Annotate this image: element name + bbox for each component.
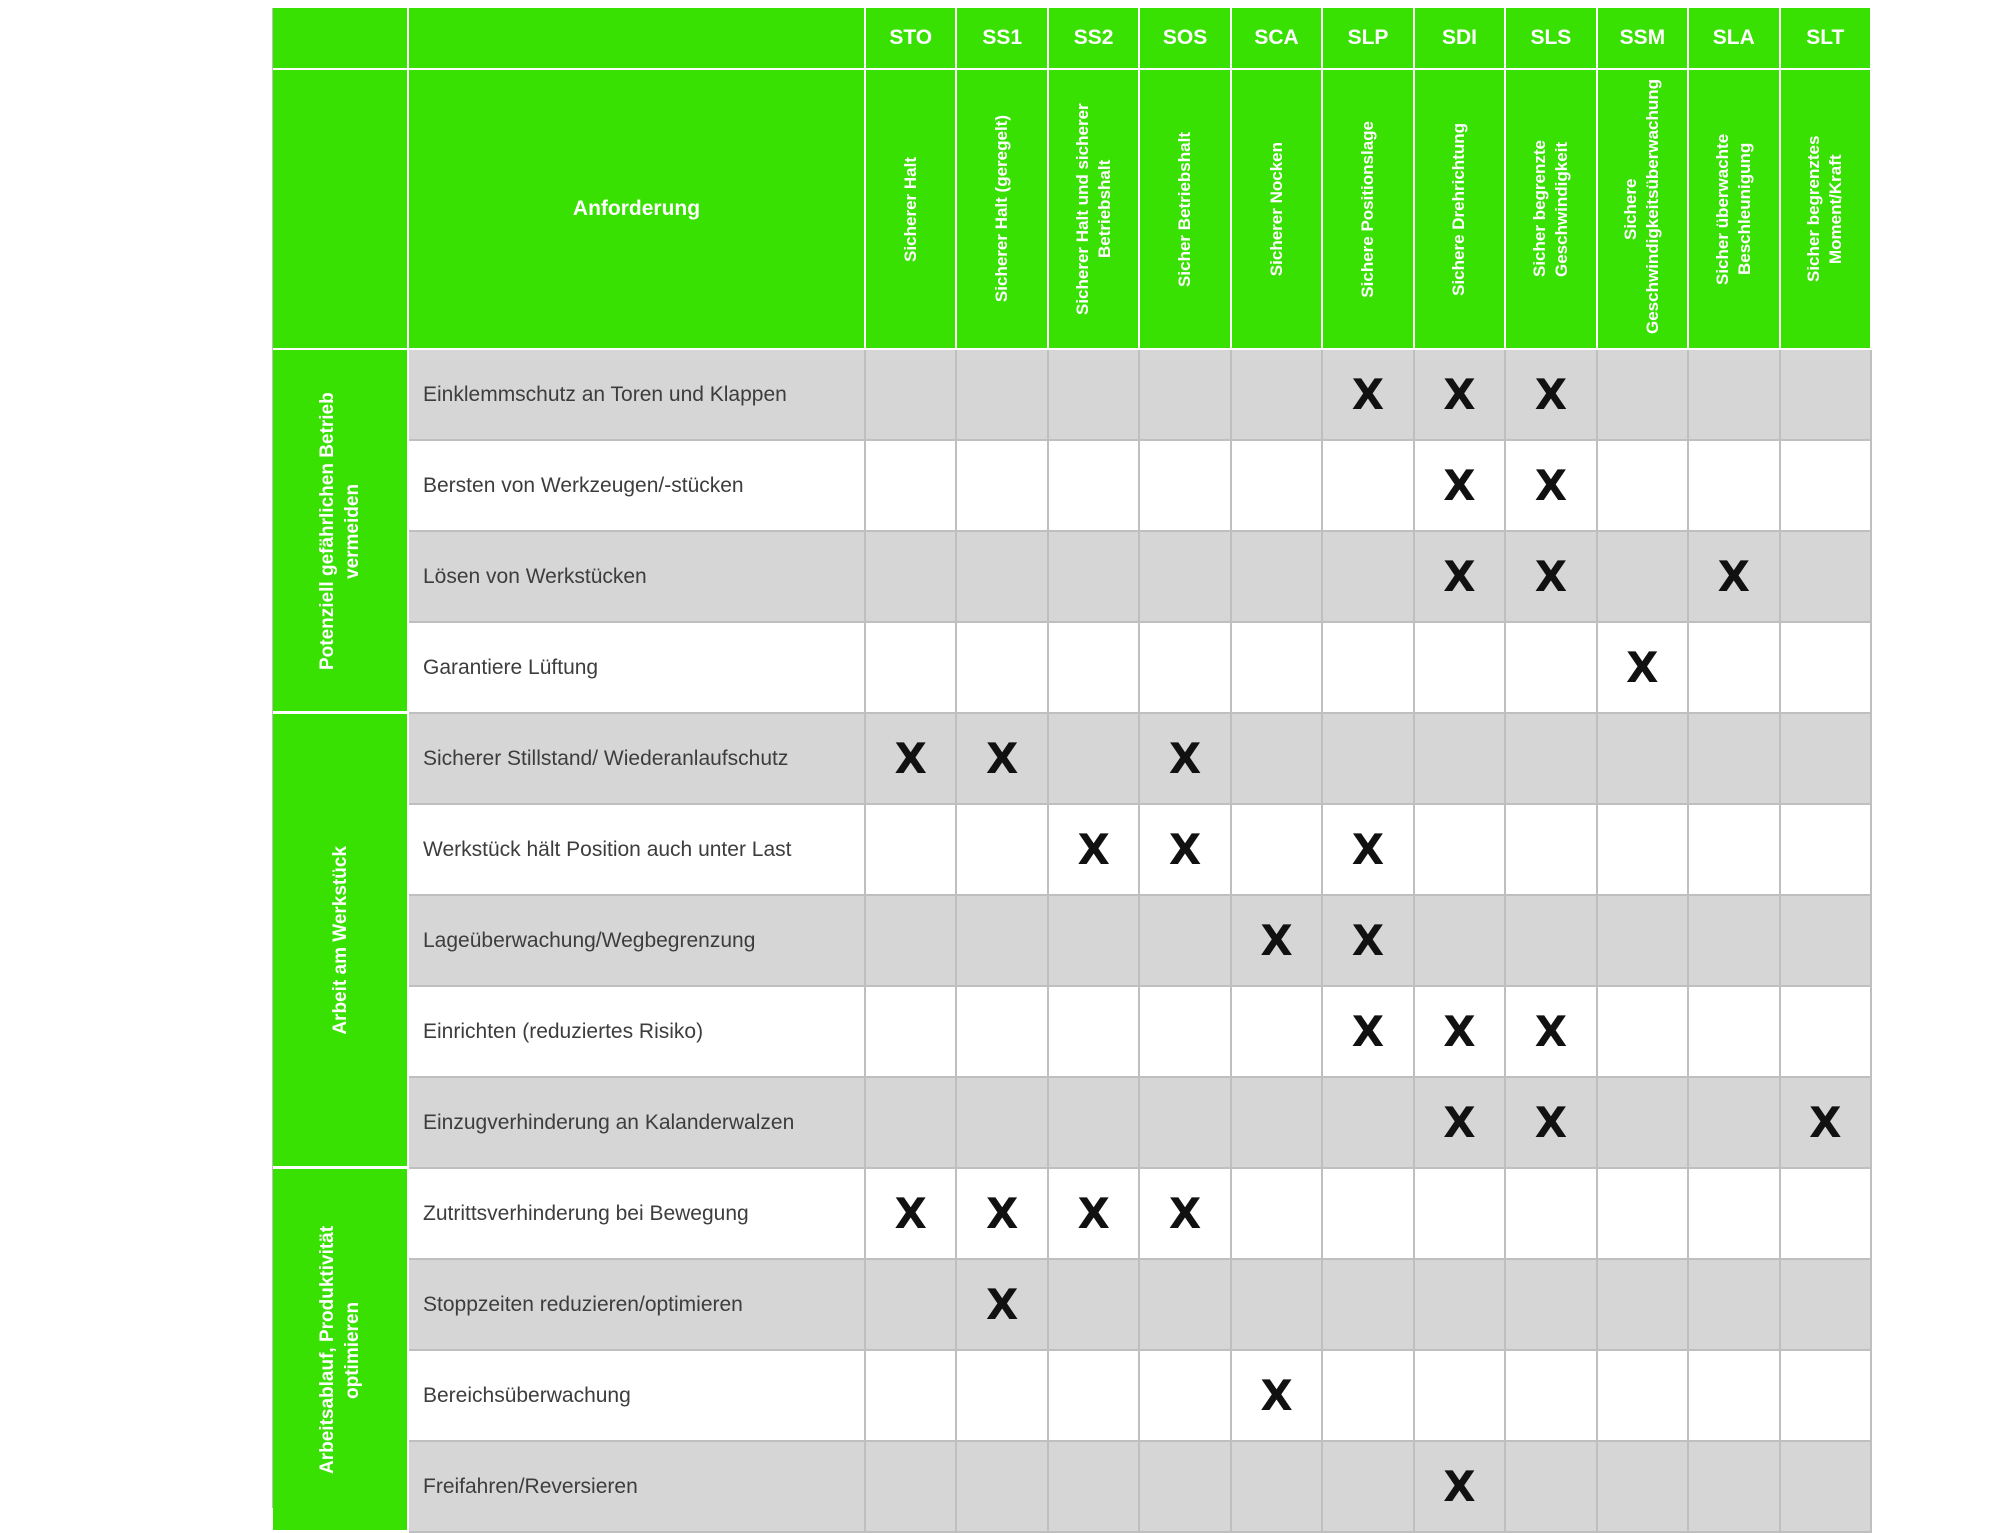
matrix-cell — [1598, 441, 1689, 532]
matrix-cell — [1049, 1351, 1140, 1442]
matrix-cell — [1232, 1351, 1323, 1442]
matrix-cell — [1689, 896, 1780, 987]
matrix-cell — [1689, 805, 1780, 896]
matrix-cell — [1506, 896, 1597, 987]
column-label-text: Sicher begrenzte Geschwindigkeit — [1529, 140, 1571, 278]
matrix-cell — [1598, 1260, 1689, 1351]
matrix-cell — [1506, 623, 1597, 714]
column-code-sos — [1140, 8, 1231, 70]
matrix-cell — [1506, 1169, 1597, 1260]
matrix-cell — [1415, 805, 1506, 896]
matrix-cell — [1598, 1078, 1689, 1169]
mark-x: X — [894, 1188, 927, 1238]
matrix-cell — [866, 714, 957, 805]
column-label-sla — [1689, 70, 1780, 350]
column-code-text: SS1 — [982, 26, 1023, 49]
matrix-cell — [957, 1169, 1048, 1260]
mark-x: X — [1260, 915, 1293, 965]
requirement-text: Lösen von Werkstücken — [423, 564, 647, 588]
matrix-cell — [1232, 896, 1323, 987]
mark-x: X — [1534, 1006, 1568, 1056]
group-label-text: Potenziell gefährlichen Betrieb vermeiden — [317, 391, 363, 670]
matrix-cell — [1506, 441, 1597, 532]
matrix-cell — [1506, 532, 1597, 623]
matrix-cell — [1323, 987, 1414, 1078]
matrix-cell — [1689, 623, 1780, 714]
column-label-text: Sicher begrenztes Moment/Kraft — [1804, 135, 1846, 283]
column-label-text: Sichere Positionslage — [1357, 120, 1377, 298]
column-code-slt — [1781, 8, 1872, 70]
matrix-cell — [957, 1351, 1048, 1442]
matrix-cell — [1598, 532, 1689, 623]
column-code-slp — [1323, 8, 1414, 70]
column-code-text: SCA — [1254, 26, 1299, 49]
matrix-cell — [1415, 532, 1506, 623]
matrix-cell — [1689, 987, 1780, 1078]
requirement-row-label — [409, 532, 866, 623]
matrix-cell — [1323, 805, 1414, 896]
matrix-cell — [866, 896, 957, 987]
mark-x: X — [1443, 369, 1476, 419]
matrix-cell — [1598, 350, 1689, 441]
matrix-cell — [1232, 1260, 1323, 1351]
matrix-cell — [1140, 441, 1231, 532]
mark-x: X — [985, 1188, 1019, 1238]
matrix-cell — [1781, 896, 1872, 987]
matrix-cell — [1140, 714, 1231, 805]
matrix-cell — [1323, 1351, 1414, 1442]
column-label-sos — [1140, 70, 1231, 350]
matrix-cell — [1140, 1169, 1231, 1260]
matrix-cell — [1232, 1078, 1323, 1169]
matrix-cell — [1506, 714, 1597, 805]
matrix-cell — [1689, 714, 1780, 805]
matrix-cell — [1140, 1260, 1231, 1351]
requirement-row-label — [409, 987, 866, 1078]
header-corner — [409, 8, 866, 70]
matrix-cell — [1781, 1351, 1872, 1442]
matrix-cell — [1415, 896, 1506, 987]
column-code-ss2 — [1049, 8, 1140, 70]
column-code-sls — [1506, 8, 1597, 70]
column-label-sca — [1232, 70, 1323, 350]
matrix-cell — [1598, 1442, 1689, 1533]
group-label-text: Arbeitsablauf, Produktivität optimieren — [317, 1225, 363, 1474]
matrix-cell — [866, 1169, 957, 1260]
requirement-text: Einklemmschutz an Toren und Klappen — [423, 382, 787, 406]
matrix-cell — [1598, 987, 1689, 1078]
mark-x: X — [985, 1279, 1019, 1329]
mark-x: X — [894, 733, 927, 783]
matrix-cell — [1781, 1078, 1872, 1169]
group-label-3 — [273, 1169, 409, 1533]
matrix-cell — [866, 1351, 957, 1442]
column-code-ss1 — [957, 8, 1048, 70]
matrix-cell — [1689, 1078, 1780, 1169]
matrix-cell — [1049, 714, 1140, 805]
column-label-sto — [866, 70, 957, 350]
matrix-cell — [1140, 350, 1231, 441]
mark-x: X — [1260, 1370, 1293, 1420]
mark-x: X — [1717, 551, 1750, 601]
mark-x: X — [1168, 1188, 1202, 1238]
matrix-cell — [1506, 1442, 1597, 1533]
requirement-row-label — [409, 623, 866, 714]
matrix-cell — [957, 1260, 1048, 1351]
requirement-row-label — [409, 1351, 866, 1442]
matrix-cell — [957, 896, 1048, 987]
mark-x: X — [1534, 460, 1568, 510]
matrix-cell — [1689, 350, 1780, 441]
column-code-text: SLT — [1806, 26, 1845, 49]
matrix-cell — [1781, 1169, 1872, 1260]
matrix-cell — [1415, 1260, 1506, 1351]
column-label-text: Sicher Betriebshalt — [1175, 131, 1195, 287]
matrix-cell — [1506, 987, 1597, 1078]
matrix-cell — [1506, 350, 1597, 441]
matrix-cell — [866, 1078, 957, 1169]
column-code-text: STO — [889, 26, 933, 49]
matrix-cell — [1140, 1078, 1231, 1169]
matrix-cell — [1049, 987, 1140, 1078]
matrix-cell — [1140, 805, 1231, 896]
matrix-cell — [1781, 714, 1872, 805]
matrix-cell — [1049, 805, 1140, 896]
mark-x: X — [1351, 369, 1385, 419]
matrix-cell — [1140, 896, 1231, 987]
matrix-cell — [1323, 896, 1414, 987]
matrix-cell — [1415, 1078, 1506, 1169]
matrix-cell — [866, 441, 957, 532]
matrix-cell — [1506, 1351, 1597, 1442]
mark-x: X — [1534, 1097, 1568, 1147]
requirement-row-label — [409, 805, 866, 896]
mark-x: X — [1626, 642, 1659, 692]
matrix-cell — [866, 623, 957, 714]
mark-x: X — [1351, 824, 1385, 874]
column-label-ssm — [1598, 70, 1689, 350]
column-label-text: Sicher überwachte Beschleunigung — [1712, 133, 1754, 285]
matrix-cell — [1781, 987, 1872, 1078]
matrix-cell — [1415, 441, 1506, 532]
matrix-cell — [1049, 350, 1140, 441]
requirement-text: Zutrittsverhinderung bei Bewegung — [423, 1201, 749, 1225]
requirement-text: Stoppzeiten reduzieren/optimieren — [423, 1292, 743, 1316]
requirement-text: Sicherer Stillstand/ Wiederanlaufschutz — [423, 746, 789, 770]
matrix-cell — [866, 1260, 957, 1351]
matrix-cell — [957, 532, 1048, 623]
requirement-text: Bersten von Werkzeugen/-stücken — [423, 473, 744, 497]
column-code-text: SLA — [1712, 26, 1755, 49]
requirement-row-label — [409, 350, 866, 441]
matrix-cell — [1323, 1078, 1414, 1169]
column-label-sls — [1506, 70, 1597, 350]
matrix-cell — [1049, 441, 1140, 532]
matrix-cell — [1232, 1169, 1323, 1260]
mark-x: X — [1443, 1006, 1476, 1056]
matrix-cell — [1506, 1078, 1597, 1169]
requirement-row-label — [409, 714, 866, 805]
header-corner — [273, 70, 409, 350]
matrix-cell — [1415, 623, 1506, 714]
matrix-cell — [1506, 1260, 1597, 1351]
column-code-text: SS2 — [1073, 26, 1114, 49]
matrix-cell — [1232, 623, 1323, 714]
matrix-cell — [1415, 987, 1506, 1078]
matrix-cell — [1323, 441, 1414, 532]
group-label-2 — [273, 714, 409, 1169]
matrix-cell — [1781, 623, 1872, 714]
matrix-cell — [1781, 1442, 1872, 1533]
requirement-row-label — [409, 441, 866, 532]
requirement-text: Garantiere Lüftung — [423, 655, 599, 679]
matrix-cell — [957, 805, 1048, 896]
matrix-cell — [1049, 1260, 1140, 1351]
column-label-text: Sicherer Halt — [900, 156, 920, 262]
column-code-text: SOS — [1162, 26, 1208, 49]
mark-x: X — [1077, 824, 1110, 874]
matrix-cell — [957, 350, 1048, 441]
matrix-cell — [1689, 1169, 1780, 1260]
requirement-row-label — [409, 896, 866, 987]
column-label-slp — [1323, 70, 1414, 350]
column-code-text: SLS — [1530, 26, 1572, 49]
requirement-header-text: Anforderung — [572, 197, 701, 220]
matrix-cell — [866, 987, 957, 1078]
mark-x: X — [1077, 1188, 1110, 1238]
mark-x: X — [1168, 824, 1202, 874]
matrix-cell — [957, 1442, 1048, 1533]
matrix-cell — [1323, 532, 1414, 623]
mark-x: X — [1534, 369, 1568, 419]
matrix-cell — [1689, 441, 1780, 532]
matrix-cell — [1232, 350, 1323, 441]
matrix-cell — [1415, 350, 1506, 441]
matrix-cell — [1323, 714, 1414, 805]
matrix-cell — [1323, 350, 1414, 441]
matrix-cell — [1323, 1442, 1414, 1533]
requirement-text: Freifahren/Reversieren — [423, 1474, 638, 1498]
group-label-text: Arbeit am Werkstück — [329, 845, 351, 1035]
column-code-text: SSM — [1619, 26, 1666, 49]
matrix-cell — [1140, 1442, 1231, 1533]
matrix-cell — [1689, 1442, 1780, 1533]
matrix-cell — [957, 441, 1048, 532]
requirement-header — [409, 70, 866, 350]
mark-x: X — [1443, 460, 1476, 510]
column-label-text: Sichere Drehrichtung — [1449, 122, 1469, 296]
matrix-cell — [1232, 987, 1323, 1078]
requirement-row-label — [409, 1078, 866, 1169]
mark-x: X — [1351, 915, 1385, 965]
column-label-text: Sicherer Halt und sicherer Betriebshalt — [1072, 103, 1114, 315]
matrix-cell — [957, 1078, 1048, 1169]
requirement-text: Bereichsüberwachung — [423, 1383, 631, 1407]
matrix-cell — [1140, 623, 1231, 714]
matrix-cell — [1232, 1442, 1323, 1533]
matrix-cell — [1415, 1169, 1506, 1260]
matrix-cell — [1049, 623, 1140, 714]
matrix-cell — [866, 1442, 957, 1533]
mark-x: X — [1809, 1097, 1842, 1147]
matrix-cell — [1689, 1260, 1780, 1351]
matrix-cell — [1689, 1351, 1780, 1442]
column-label-slt — [1781, 70, 1872, 350]
requirement-row-label — [409, 1442, 866, 1533]
column-label-text: Sicherer Nocken — [1266, 141, 1286, 277]
matrix-cell — [1049, 1078, 1140, 1169]
matrix-cell — [1049, 896, 1140, 987]
matrix-cell — [1323, 1169, 1414, 1260]
matrix-cell — [866, 805, 957, 896]
matrix-cell — [1506, 805, 1597, 896]
requirement-row-label — [409, 1169, 866, 1260]
column-label-sdi — [1415, 70, 1506, 350]
matrix-cell — [957, 987, 1048, 1078]
matrix-cell — [1598, 1169, 1689, 1260]
matrix-cell — [1598, 1351, 1689, 1442]
matrix-cell — [1781, 441, 1872, 532]
column-code-text: SDI — [1441, 26, 1477, 49]
matrix-cell — [1232, 714, 1323, 805]
matrix-cell — [1140, 1351, 1231, 1442]
matrix-cell — [1415, 1442, 1506, 1533]
matrix-cell — [1781, 532, 1872, 623]
group-label-1 — [273, 350, 409, 714]
matrix-cell — [1598, 896, 1689, 987]
column-label-ss1 — [957, 70, 1048, 350]
matrix-cell — [1049, 1169, 1140, 1260]
matrix-cell — [866, 532, 957, 623]
matrix-cell — [1781, 350, 1872, 441]
matrix-cell — [1049, 532, 1140, 623]
column-label-text: Sichere Geschwindigkeitsüberwachung — [1621, 78, 1663, 334]
safety-function-matrix — [272, 8, 1871, 1511]
column-label-ss2 — [1049, 70, 1140, 350]
mark-x: X — [1168, 733, 1202, 783]
column-code-text: SLP — [1347, 26, 1389, 49]
matrix-cell — [1049, 1442, 1140, 1533]
requirement-text: Lageüberwachung/Wegbegrenzung — [423, 928, 756, 952]
mark-x: X — [1351, 1006, 1385, 1056]
column-code-sla — [1689, 8, 1780, 70]
matrix-cell — [957, 623, 1048, 714]
mark-x: X — [1443, 1097, 1476, 1147]
matrix-cell — [866, 350, 957, 441]
requirement-text: Einrichten (reduziertes Risiko) — [423, 1019, 704, 1043]
matrix-cell — [1232, 805, 1323, 896]
matrix-cell — [1140, 532, 1231, 623]
column-code-ssm — [1598, 8, 1689, 70]
column-code-sca — [1232, 8, 1323, 70]
matrix-cell — [1323, 623, 1414, 714]
column-code-sto — [866, 8, 957, 70]
column-label-text: Sicherer Halt (geregelt) — [992, 115, 1012, 303]
mark-x: X — [985, 733, 1019, 783]
matrix-cell — [1781, 805, 1872, 896]
matrix-cell — [1323, 1260, 1414, 1351]
mark-x: X — [1534, 551, 1568, 601]
matrix-cell — [1598, 714, 1689, 805]
matrix-cell — [1598, 805, 1689, 896]
matrix-cell — [1781, 1260, 1872, 1351]
matrix-cell — [957, 714, 1048, 805]
requirement-text: Werkstück hält Position auch unter Last — [423, 837, 792, 861]
matrix-cell — [1232, 441, 1323, 532]
header-corner — [273, 8, 409, 70]
column-code-sdi — [1415, 8, 1506, 70]
matrix-cell — [1415, 714, 1506, 805]
requirement-row-label — [409, 1260, 866, 1351]
matrix-cell — [1598, 623, 1689, 714]
matrix-cell — [1232, 532, 1323, 623]
mark-x: X — [1443, 551, 1476, 601]
matrix-cell — [1689, 532, 1780, 623]
matrix-cell — [1415, 1351, 1506, 1442]
matrix-cell — [1140, 987, 1231, 1078]
requirement-text: Einzugverhinderung an Kalanderwalzen — [423, 1110, 795, 1134]
mark-x: X — [1443, 1461, 1476, 1511]
